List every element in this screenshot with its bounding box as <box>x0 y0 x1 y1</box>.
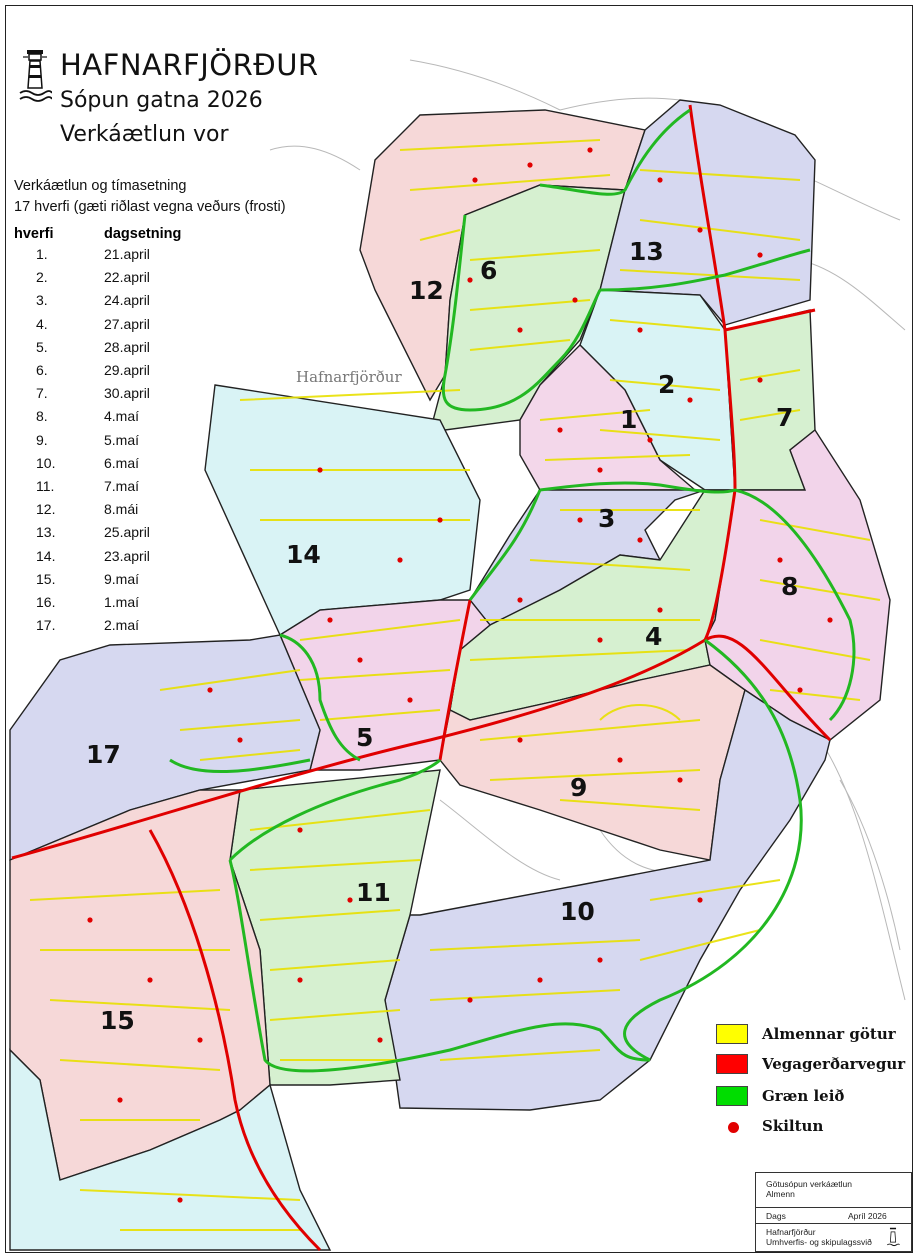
district-label-11: 11 <box>356 878 391 907</box>
district-label-13: 13 <box>629 237 664 266</box>
sweep-date: 27.april <box>104 315 150 332</box>
sweep-date: 5.maí <box>104 431 140 448</box>
district-label-14: 14 <box>286 540 321 569</box>
district-label-1: 1 <box>620 405 638 434</box>
district-number: 15. <box>36 570 56 587</box>
schedule-intro <box>14 178 286 220</box>
org-name: Hafnarfjörður <box>766 1227 816 1237</box>
sweep-date: 2.maí <box>104 617 140 634</box>
sweep-date: 24.april <box>104 292 150 309</box>
district-label-2: 2 <box>658 370 676 399</box>
sweep-date: 8.mái <box>104 501 139 518</box>
district-number: 1. <box>36 246 48 262</box>
district-label-9: 9 <box>570 773 588 802</box>
district-14-area[interactable] <box>205 385 480 635</box>
lighthouse-logo-icon <box>18 48 52 106</box>
district-number: 16. <box>36 594 56 610</box>
map-subtitle-2: Verkáætlun vor <box>60 122 229 147</box>
sweep-date: 9.maí <box>104 570 140 587</box>
district-number: 13. <box>36 524 56 541</box>
sweep-date: 21.april <box>104 246 150 262</box>
district-label-8: 8 <box>781 572 799 601</box>
district-label-5: 5 <box>356 723 374 752</box>
district-number: 17. <box>36 617 56 634</box>
district-number: 4. <box>36 315 48 332</box>
district-number: 2. <box>36 269 48 286</box>
legend-item-green-route <box>716 1084 916 1110</box>
sweep-date: 30.april <box>104 385 150 402</box>
district-number: 9. <box>36 431 48 448</box>
district-number: 7. <box>36 385 48 402</box>
green-swatch-icon <box>716 1086 748 1106</box>
sweep-date: 22.april <box>104 269 150 286</box>
red-dot-icon <box>728 1122 739 1133</box>
district-label-3: 3 <box>598 504 616 533</box>
sweep-date: 28.april <box>104 338 150 355</box>
district-label-15: 15 <box>100 1006 135 1035</box>
map-subtitle: Sópun gatna 2026 <box>60 88 263 113</box>
district-label-6: 6 <box>480 256 498 285</box>
legend-item-general-streets <box>716 1022 916 1048</box>
legend-item-signage <box>716 1114 916 1140</box>
place-name-label: Hafnarfjörður <box>296 368 402 386</box>
legend-label: Almennar götur <box>762 1025 896 1043</box>
yellow-swatch-icon <box>716 1024 748 1044</box>
sweep-date: 25.april <box>104 524 150 541</box>
district-number: 10. <box>36 454 56 471</box>
legend-label: Græn leið <box>762 1087 845 1105</box>
dept-name: Umhverfis- og skipulagssvið <box>766 1237 872 1247</box>
date-label: Dags <box>766 1211 786 1221</box>
doc-subtitle: Almenn <box>766 1189 795 1199</box>
sweep-date: 4.maí <box>104 408 140 425</box>
title-block <box>755 1172 912 1252</box>
district-number: 14. <box>36 547 56 564</box>
district-label-10: 10 <box>560 897 595 926</box>
doc-title: Götusópun verkáætlun <box>766 1179 852 1189</box>
legend-label: Skiltun <box>762 1117 824 1135</box>
lighthouse-small-icon <box>884 1227 902 1249</box>
date-column-header: dagsetning <box>104 226 182 242</box>
district-column-header: hverfi <box>14 226 54 242</box>
schedule-heading: Verkáætlun og tímasetning <box>14 178 187 194</box>
schedule-note: 17 hverfi (gæti riðlast vegna veðurs (frosti) <box>14 199 286 215</box>
district-label-7: 7 <box>776 403 794 432</box>
district-number: 3. <box>36 292 48 309</box>
district-label-12: 12 <box>409 276 444 305</box>
district-number: 11. <box>36 478 55 494</box>
sweep-date: 23.april <box>104 547 150 564</box>
sweep-date: 6.maí <box>104 454 140 471</box>
district-label-4: 4 <box>645 622 663 651</box>
district-number: 12. <box>36 501 56 518</box>
red-swatch-icon <box>716 1054 748 1074</box>
sweep-date: 7.maí <box>104 478 140 494</box>
district-number: 8. <box>36 408 48 425</box>
district-number: 6. <box>36 362 48 378</box>
district-number: 5. <box>36 338 48 355</box>
sweep-date: 1.maí <box>104 594 140 610</box>
legend-item-main-roads <box>716 1052 916 1078</box>
legend-label: Vegagerðarvegur <box>762 1055 906 1073</box>
date-value: Apríl 2026 <box>848 1211 887 1221</box>
city-title: HAFNARFJÖRÐUR <box>60 48 319 82</box>
sweep-date: 29.april <box>104 362 150 378</box>
district-label-17: 17 <box>86 740 121 769</box>
